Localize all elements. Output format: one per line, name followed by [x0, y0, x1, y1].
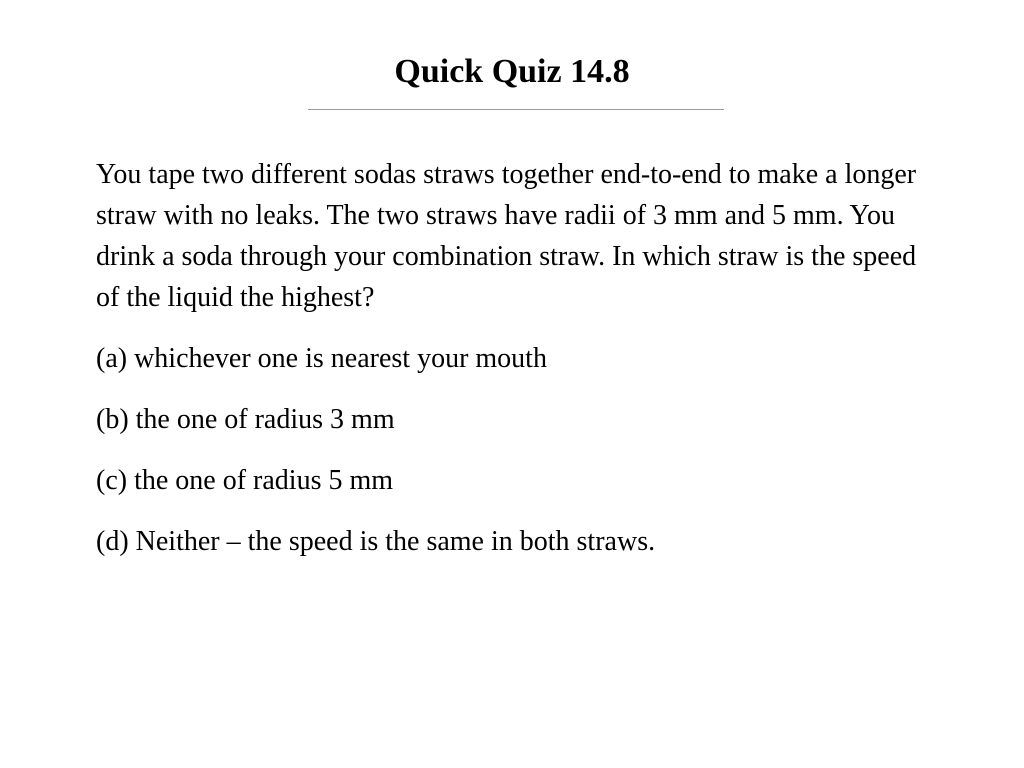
title-divider: [308, 109, 724, 110]
question-text: You tape two different sodas straws together end-to-end to make a longer straw with no leaks. The two straws have radii of 3 mm and 5 mm. You drink a soda through your combination straw. In which straw is the speed of the liquid the highest?: [96, 159, 917, 313]
quiz-body: [96, 154, 926, 582]
slide-title: Quick Quiz 14.8: [394, 53, 630, 90]
option-d: (d) Neither – the speed is the same in both straws.: [96, 526, 656, 557]
option-b: (b) the one of radius 3 mm: [96, 404, 395, 435]
option-a: (a) whichever one is nearest your mouth: [96, 343, 547, 374]
option-c: (c) the one of radius 5 mm: [96, 465, 394, 496]
